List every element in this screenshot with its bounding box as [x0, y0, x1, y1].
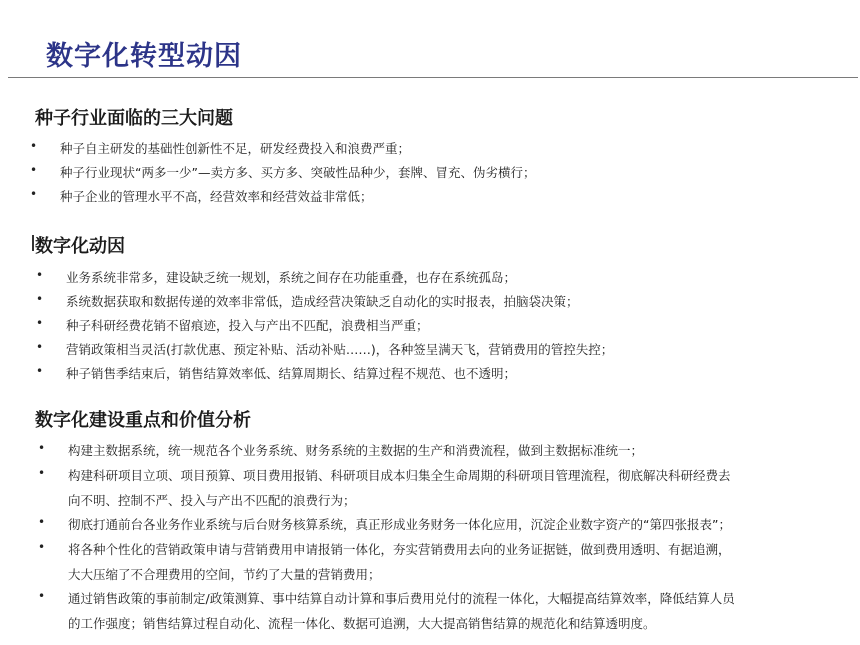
list-item: [38, 515, 860, 540]
title-divider: [8, 77, 858, 78]
bullet-dot: •: [30, 187, 38, 201]
bullet-dot: •: [36, 340, 44, 354]
list-item-text: 构建主数据系统，统一规范各个业务系统、财务系统的主数据的生产和消费流程，做到主数据标准统一；: [68, 443, 644, 458]
list-item: [36, 268, 860, 292]
list-item: [30, 139, 860, 163]
list-item: [38, 466, 860, 515]
list-item-text: 种子企业的管理水平不高，经营效率和经营效益非常低；: [60, 189, 373, 204]
slide-title: 数字化转型动因: [46, 41, 242, 72]
list-item-text: 种子科研经费花销不留痕迹，投入与产出不匹配，浪费相当严重；: [66, 318, 429, 333]
list-item-text: 系统数据获取和数据传递的效率非常低，造成经营决策缺乏自动化的实时报表，拍脑袋决策；: [66, 294, 579, 309]
heading-marker: [32, 235, 34, 251]
section-seed-industry-problems: [0, 104, 860, 211]
bullet-dot: •: [38, 540, 46, 554]
bullet-list: [30, 139, 860, 211]
list-item-text: 构建科研项目立项、项目预算、项目费用报销、科研项目成本归集全生命周期的科研项目管理流程，彻底解决科研经费去: [68, 468, 731, 483]
bullet-list: [38, 441, 860, 638]
list-item-text: 种子行业现状“两多一少”—卖方多、买方多、突破性品种少，套牌、冒充、伪劣横行；: [60, 165, 536, 180]
list-item-text: 通过销售政策的事前制定/政策测算、事中结算自动计算和事后费用兑付的流程一体化，大幅提高结算效率，降低结算人员: [68, 591, 735, 606]
list-item: [38, 441, 860, 466]
list-item-text: 彻底打通前台各业务作业系统与后台财务核算系统，真正形成业务财务一体化应用，沉淀企业数字资产的“第四张报表”；: [68, 517, 731, 532]
bullet-dot: •: [30, 139, 38, 153]
list-item-text: 业务系统非常多，建设缺乏统一规划，系统之间存在功能重叠，也存在系统孤岛；: [66, 270, 517, 285]
list-item: [38, 540, 860, 589]
list-item: [36, 340, 860, 364]
section-construction-focus-value: [0, 406, 860, 638]
list-item-text-cont: 向不明、控制不严、投入与产出不匹配的浪费行为；: [68, 493, 356, 508]
bullet-dot: •: [38, 441, 46, 455]
list-item: [36, 292, 860, 316]
bullet-dot: •: [38, 515, 46, 529]
list-item-text: 营销政策相当灵活(打款优惠、预定补贴、活动补贴……)，各种签呈满天飞，营销费用的管控失控；: [66, 342, 614, 357]
bullet-dot: •: [36, 316, 44, 330]
bullet-dot: •: [38, 589, 46, 603]
list-item-text-cont: 大大压缩了不合理费用的空间，节约了大量的营销费用；: [68, 567, 381, 582]
bullet-dot: •: [36, 268, 44, 282]
section-digitalization-drivers: [0, 232, 860, 388]
bullet-list: [36, 268, 860, 388]
list-item: [30, 187, 860, 211]
list-item: [38, 589, 860, 638]
list-item-text-cont: 的工作强度；销售结算过程自动化、流程一体化、数据可追溯，大大提高销售结算的规范化和结算透明度。: [68, 616, 656, 631]
bullet-dot: •: [38, 466, 46, 480]
bullet-dot: •: [30, 163, 38, 177]
bullet-dot: •: [36, 292, 44, 306]
list-item-text: 将各种个性化的营销政策申请与营销费用申请报销一体化，夯实营销费用去向的业务证据链，做到费用透明、有据追溯，: [68, 542, 731, 557]
section-heading: 数字化建设重点和价值分析: [35, 410, 251, 431]
section-heading: [35, 232, 860, 258]
list-item-text: 种子自主研发的基础性创新性不足，研发经费投入和浪费严重；: [60, 141, 411, 156]
list-item: [36, 316, 860, 340]
list-item-text: 种子销售季结束后，销售结算效率低、结算周期长、结算过程不规范、也不透明；: [66, 366, 517, 381]
section-heading: 种子行业面临的三大问题: [35, 108, 233, 129]
list-item: [30, 163, 860, 187]
list-item: [36, 364, 860, 388]
bullet-dot: •: [36, 364, 44, 378]
section-heading-text: 数字化动因: [35, 236, 125, 257]
